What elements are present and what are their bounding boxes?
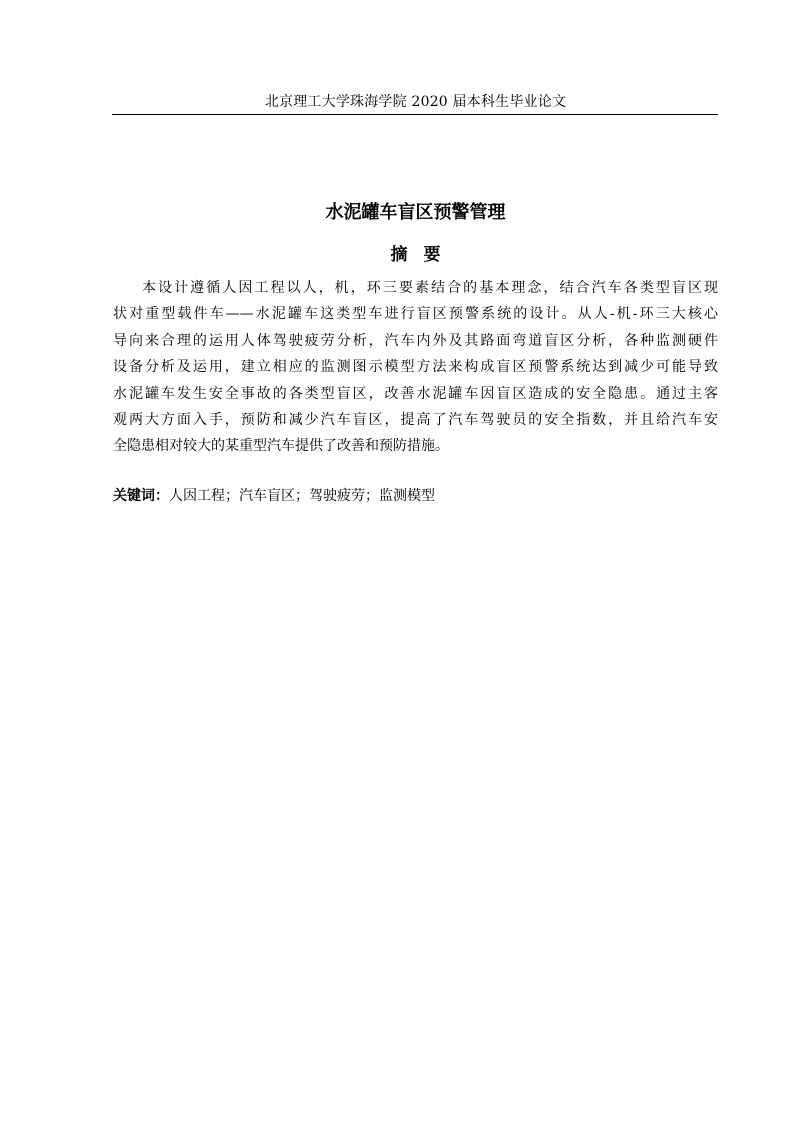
abstract-body	[113, 275, 718, 460]
keywords-line	[113, 484, 718, 508]
header-divider	[112, 114, 718, 115]
keywords-label: 关键词：	[113, 488, 169, 504]
abstract-line: 状对重型载件车——水泥罐车这类型车进行盲区预警系统的设计。从人-机-环三大核心	[113, 306, 718, 323]
abstract-heading: 摘要	[390, 245, 457, 265]
abstract-line: 设备分析及运用，建立相应的监测图示模型方法来构成盲区预警系统达到减少可能导致	[113, 359, 718, 376]
abstract-line: 导向来合理的运用人体驾驶疲劳分析，汽车内外及其路面弯道盲区分析，各种监测硬件	[113, 332, 718, 349]
abstract-line: 全隐患相对较大的某重型汽车提供了改善和预防措施。	[113, 438, 449, 455]
abstract-line: 本设计遵循人因工程以人，机，环三要素结合的基本理念，结合汽车各类型盲区现	[142, 280, 718, 296]
keywords-text: 人因工程；汽车盲区；驾驶疲劳；监测模型	[169, 488, 435, 504]
document-title: 水泥罐车盲区预警管理	[325, 202, 506, 223]
abstract-line: 水泥罐车发生安全事故的各类型盲区，改善水泥罐车因盲区造成的安全隐患。通过主客	[113, 385, 718, 402]
running-header: 北京理工大学珠海学院 2020 届本科生毕业论文	[264, 94, 567, 110]
abstract-line: 观两大方面入手，预防和减少汽车盲区，提高了汽车驾驶员的安全指数，并且给汽车安	[113, 412, 718, 429]
